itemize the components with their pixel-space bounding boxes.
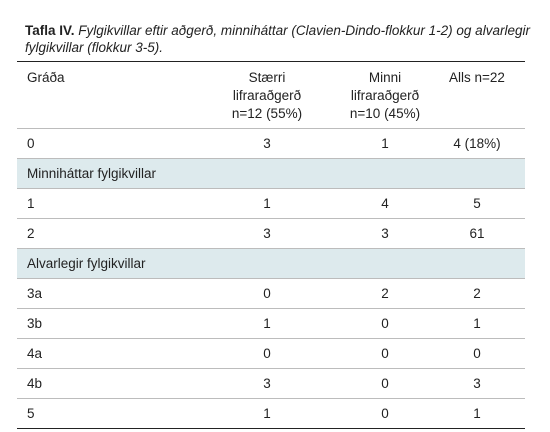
caption-text: Fylgikvillar eftir aðgerð, minniháttar (Clavien-Dindo-flokkur 1-2) og alvarlegir fylgikvillar (flokkur 3-5). xyxy=(25,23,530,55)
cell-minor: 0 xyxy=(381,406,389,421)
header-major-surgery xyxy=(212,69,322,123)
complications-table xyxy=(17,62,525,429)
cell-grade: 3a xyxy=(27,286,43,301)
cell-total: 1 xyxy=(473,406,481,421)
cell-total: 0 xyxy=(473,346,481,361)
table-row xyxy=(17,339,525,369)
cell-total: 61 xyxy=(469,226,485,241)
cell-major: 1 xyxy=(263,196,271,211)
cell-minor: 1 xyxy=(381,136,389,151)
table-header-row xyxy=(17,62,525,129)
table-row xyxy=(17,309,525,339)
cell-minor: 0 xyxy=(381,376,389,391)
table-row xyxy=(17,189,525,219)
header-grade: Gráða xyxy=(27,70,65,85)
cell-major: 0 xyxy=(263,286,271,301)
section-row-severe-complications xyxy=(17,249,525,279)
cell-total: 5 xyxy=(473,196,481,211)
cell-grade: 3b xyxy=(27,316,43,331)
section-label: Alvarlegir fylgikvillar xyxy=(27,256,146,271)
header-minor-line: Minni xyxy=(368,70,402,85)
cell-minor: 3 xyxy=(381,226,389,241)
section-row-minor-complications xyxy=(17,159,525,189)
cell-major: 1 xyxy=(263,406,271,421)
cell-minor: 0 xyxy=(381,346,389,361)
header-minor-line: n=10 (45%) xyxy=(349,106,421,121)
cell-total: 2 xyxy=(473,286,481,301)
section-label: Minniháttar fylgikvillar xyxy=(27,166,157,181)
table-number: Tafla IV. xyxy=(25,23,75,38)
cell-total: 1 xyxy=(473,316,481,331)
cell-minor: 0 xyxy=(381,316,389,331)
cell-total: 4 (18%) xyxy=(453,136,501,151)
cell-grade: 4a xyxy=(27,346,43,361)
cell-major: 0 xyxy=(263,346,271,361)
header-minor-surgery xyxy=(330,69,440,123)
cell-grade: 1 xyxy=(27,196,35,211)
header-major-line: Stærri xyxy=(248,70,286,85)
header-total-line: Alls n=22 xyxy=(449,70,505,85)
header-major-line: n=12 (55%) xyxy=(231,106,303,121)
table-row xyxy=(17,369,525,399)
cell-total: 3 xyxy=(473,376,481,391)
header-major-line: lifraraðgerð xyxy=(232,88,302,103)
cell-minor: 2 xyxy=(381,286,389,301)
header-minor-line: lifraraðgerð xyxy=(350,88,420,103)
table-row xyxy=(17,279,525,309)
cell-grade: 5 xyxy=(27,406,35,421)
cell-major: 3 xyxy=(263,226,271,241)
cell-grade: 0 xyxy=(27,136,35,151)
table-row xyxy=(17,129,525,159)
cell-major: 1 xyxy=(263,316,271,331)
table-row xyxy=(17,399,525,429)
table-caption xyxy=(25,22,535,56)
cell-grade: 2 xyxy=(27,226,35,241)
header-total xyxy=(432,69,522,87)
cell-major: 3 xyxy=(263,136,271,151)
cell-minor: 4 xyxy=(381,196,389,211)
cell-major: 3 xyxy=(263,376,271,391)
cell-grade: 4b xyxy=(27,376,43,391)
table-row xyxy=(17,219,525,249)
